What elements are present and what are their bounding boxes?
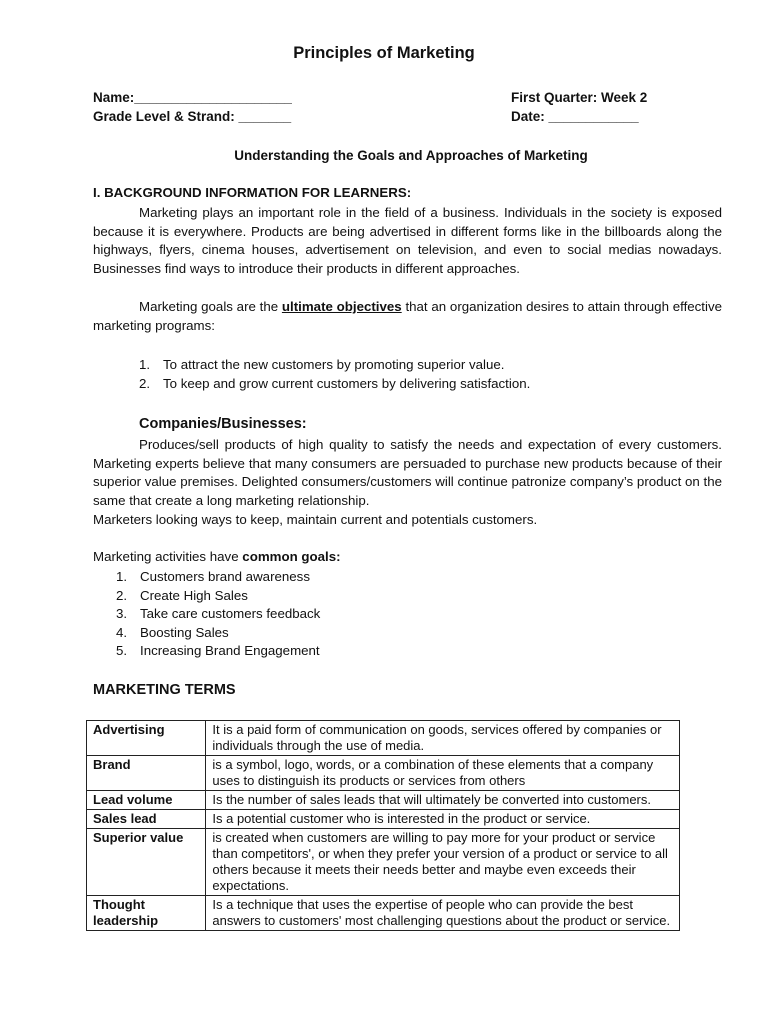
list-number: 1. [116,569,128,584]
name-field-label: Name:_____________________ [93,90,292,105]
table-row [87,721,680,756]
table-row [87,810,680,829]
definition-cell: Is a potential customer who is interested in the product or service. [206,810,680,829]
list-number: 2. [116,587,128,603]
table-row [87,791,680,810]
term-cell: Brand [87,756,206,791]
list-number: 4. [116,624,128,640]
marketing-terms-heading: MARKETING TERMS [93,682,236,698]
list-item-text: Create High Sales [140,587,248,603]
term-cell: Thought leadership [87,896,206,931]
activities-intro-emphasis: common goals: [242,549,341,564]
table-row [87,829,680,896]
term-cell: Advertising [87,721,206,756]
list-item-text: Customers brand awareness [140,569,310,584]
list-number: 3. [116,606,128,621]
common-goals-list [116,568,320,661]
companies-paragraph-2: Marketers looking ways to keep, maintain current and potentials customers. [93,512,538,527]
background-paragraph-1-text: Marketing plays an important role in the field of a business. Individuals in the society is exposed because it is everywhere. Products are being advertised in different forms like in the billboards along the highways, flyers, cinema houses, advertisement on television, and even to social medias nowadays. Businesses find ways to introduce their products in different approaches. [93,205,722,276]
definition-cell: Is a technique that uses the expertise of people who can provide the best answers to customers' most challenging questions about the product or service. [206,896,680,931]
list-item-text: Take care customers feedback [140,606,321,621]
term-cell: Sales lead [87,810,206,829]
list-item [116,587,320,606]
list-item [139,375,530,394]
marketing-terms-table [86,720,680,931]
quarter-label: First Quarter: Week 2 [511,90,648,105]
lesson-subtitle: Understanding the Goals and Approaches of Marketing [234,148,588,163]
goals-paragraph-start: Marketing goals are the [139,299,282,314]
companies-paragraph-1-text: Produces/sell products of high quality to satisfy the needs and expectation of every customers. Marketing experts believe that many consumers are persuaded to purchase new products because of their superior value premises. Delighted consumers/customers will continue patronize company’s product on the same that create a long marketing relationship. [93,437,722,508]
list-item [116,624,320,643]
companies-heading: Companies/Businesses: [139,416,307,432]
goals-paragraph-emphasis: ultimate objectives [281,299,402,314]
background-heading: I. BACKGROUND INFORMATION FOR LEARNERS: [93,185,412,200]
grade-strand-field-label: Grade Level & Strand: _______ [93,109,292,124]
list-item-text: To attract the new customers by promoting superior value. [163,357,505,372]
activities-intro [93,548,722,567]
activities-intro-start: Marketing activities have [93,549,243,564]
list-number: 2. [139,375,151,391]
definition-cell: It is a paid form of communication on goods, services offered by companies or individuals through the use of media. [206,721,680,756]
list-number: 5. [116,643,128,658]
marketing-goals-list [139,356,530,393]
list-item-text: Increasing Brand Engagement [140,643,320,658]
marketing-goals-paragraph [93,298,722,335]
term-cell: Lead volume [87,791,206,810]
definition-cell: Is the number of sales leads that will ultimately be converted into customers. [206,791,680,810]
list-item-text: To keep and grow current customers by delivering satisfaction. [163,375,531,391]
list-item-text: Boosting Sales [140,624,229,640]
list-item [139,356,530,375]
list-number: 1. [139,357,151,372]
definition-cell: is created when customers are willing to pay more for your product or service than competitors', or when they prefer your version of a product or service to all others because it meets their needs better and maybe even exceeds their expectations. [206,829,680,896]
definition-cell: is a symbol, logo, words, or a combination of these elements that a company uses to distinguish its products or services from others [206,756,680,791]
list-item [116,568,320,587]
background-paragraph-1 [93,204,722,278]
goals-paragraph-end: that an organization desires to attain through effective marketing programs: [93,299,723,333]
companies-paragraph-1 [93,436,722,510]
table-row [87,896,680,931]
table-row [87,756,680,791]
page-title: Principles of Marketing [293,44,475,62]
date-field-label: Date: ____________ [511,109,639,124]
list-item [116,642,320,661]
list-item [116,605,320,624]
term-cell: Superior value [87,829,206,896]
